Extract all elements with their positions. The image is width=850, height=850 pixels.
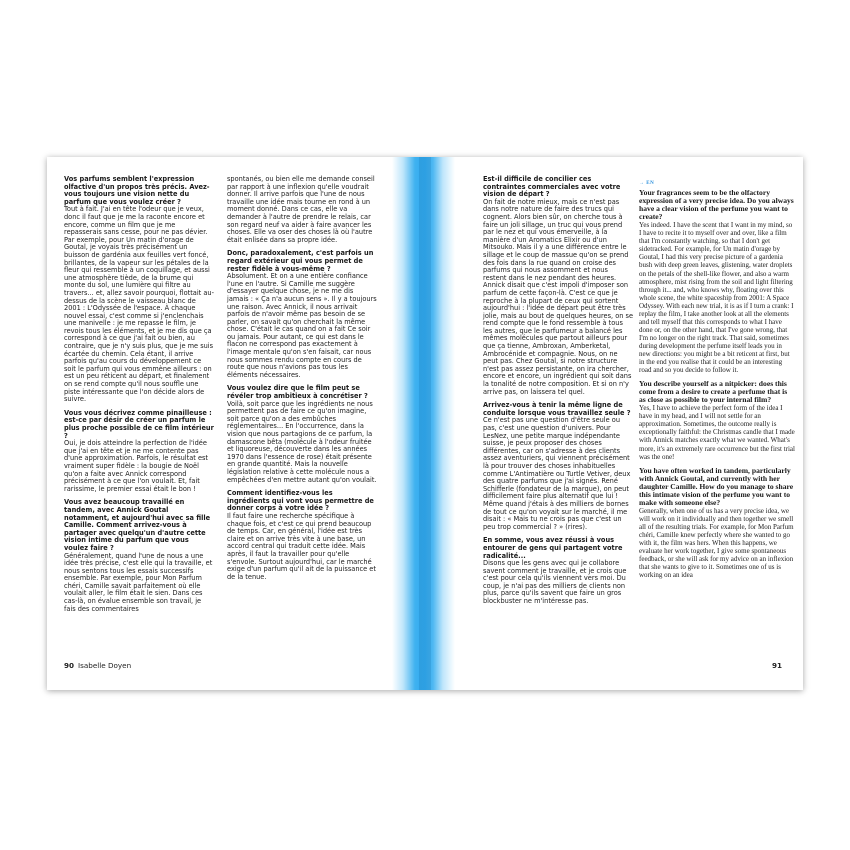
left-page: [47, 157, 425, 690]
right-column-2-english: [639, 180, 795, 585]
question: Arrivez-vous à tenir la même ligne de conduite lorsque vous travaillez seule ?: [483, 401, 631, 417]
answer: Tout à fait. J'ai en tête l'odeur que je veux, donc il faut que je me la raconte encore et encore, comme un film que je me repasserais sans cesse, pour ne pas dévier. Par exemple, pour Un matin d'orage de Goutal, je voyais très précisément un buisson de gardénia aux feuilles vert foncé, brillantes, de la vapeur sur les pétales de la fleur qui ressemble à un coquillage, et aussi une atmosphère tiède, de la brume qui monte du sol, une lumière qui filtre au travers... et, allez savoir pourquoi, flottait au-dessus de la scène le vaisseau blanc de 2001 : L'Odyssée de l'espace. À chaque nouvel essai, c'est comme si j'enclenchais une manivelle : je me repasse le film, je revois tous les éléments, et je me dis que ça correspond à ce que j'ai fait ou bien, au contraire, que je n'y suis plus, que je me suis écartée du chemin. Cela étant, il arrive parfois qu'au cours du développement ce soit le parfum qui vous emmène ailleurs : on est un peu réticent au départ, et finalement on se rend compte qu'il nous souffle une piste intéressante que l'on décide alors de suivre.: [64, 205, 214, 404]
left-column-1: [64, 176, 214, 619]
answer: Absolument. Et on a une entière confiance l'une en l'autre. Si Camille me suggère d'essayer quelque chose, je ne me dis jamais : « Ça n'a aucun sens ». Il y a toujours une raison. Avec Annick, il nous arrivait parfois de n'avoir même pas besoin de se parler, on savait qu'on cherchait la même chose. C'était le cas quand on a fait Ce soir ou jamais. Pour autant, ce qui est dans le flacon ne correspond pas exactement à l'image mentale qu'on s'en faisait, car nous nous sommes rendu compte en cours de route que nous n'avions pas tous les éléments nécessaires.: [227, 272, 377, 379]
answer: Generally, when one of us has a very precise idea, we will work on it individually and then together we smell all of the resulting trials. For example, for Mon Parfum chéri, Camille knew perfectly where she wanted to go with it, the film was hers. When this happens, we evaluate her work together, I give some spontaneous feedback, or she will ask for my advice on an inflexion that she wants to give to it. Sometimes one of us is working on an idea: [639, 506, 794, 580]
spine-gutter: [419, 157, 431, 690]
answer: Ce n'est pas une question d'être seule ou pas, c'est une question d'univers. Pour LesNez, une petite marque indépendante suisse, je peux proposer des choses différentes, car on s'adresse à des clients assez aventuriers, qui viennent précisément là pour trouver des choses inhabituelles comme L'Antimatière ou Turtle Vetiver, deux des quatre parfums que j'ai signés. René Schifferle (fondateur de la marque), on peut difficilement faire plus alternatif que lui ! Même quand j'étais à des milliers de bornes de tout ce qu'on voyait sur le marché, il me disait : « Mais tu ne crois pas que c'est un peu trop commercial ? » (rires).: [483, 416, 631, 531]
answer: Disons que les gens avec qui je collabore savent comment je travaille, et je crois que c'est pour cela qu'ils viennent vers moi. Du coup, je n'ai pas des milliers de clients non plus, parce qu'ils savent que faire un gros blockbuster ne m'intéresse pas.: [483, 559, 627, 606]
answer: Yes indeed. I have the scent that I want in my mind, so I have to recite it to myself over and over, like a film that I'm constantly watching, so that I don't get sidetracked. For example, for Un matin d'orage by Goutal, I had this very precise picture of a gardenia bush with deep green leaves, glistening, water droplets on the petals of the shell-like flower, and also a warm atmosphere, mist rising from the soil and light filtering through it... and, who knows why, floating over this whole scene, the white spaceship from 2001: A Space Odyssey. With each new trial, it is as if I turn a crank: I replay the film, I take another look at all the elements and tell myself that this corresponds to what I have done or, on the other hand, that I've gone wrong, that I'm no longer on the right track. That said, sometimes during development the perfume itself leads you in new directions: you might be a bit reticent at first, but in the end you realise that it could be an interesting road and so you decide to follow it.: [639, 221, 794, 375]
qa-block: [227, 385, 377, 484]
page-folio-right: [772, 661, 786, 670]
question: Vous avez beaucoup travaillé en tandem, avec Annick Goutal notamment, et aujourd'hui avec sa fille Camille. Comment arrivez-vous à partager avec quelqu'un d'autre cette vision intime du parfum que vous voulez faire ?: [64, 498, 211, 552]
right-page: [425, 157, 803, 690]
question: Comment identifiez-vous les ingrédients qui vont vous permettre de donner corps à votre idée ?: [227, 489, 374, 513]
page-folio-left: [64, 661, 131, 670]
qa-block: [227, 490, 377, 581]
answer: Généralement, quand l'une de nous a une idée très précise, c'est elle qui la travaille, et nous sentons tous les essais successifs ensemble. Par exemple, pour Mon Parfum chéri, Camille savait parfaitement où elle voulait aller, le film était le sien. Dans ces cas-là, on évalue ensemble son travail, je fais des commentaires: [64, 551, 213, 613]
answer: Yes, I have to achieve the perfect form of the idea I have in my head, and I will not settle for an approximation. Sometimes, the outcome really is exceptionally faithful: the Christmas candle that I made with Annick matches exactly what we wanted. What's more, it's an extremely rare occurrence but the first trial was the one!: [639, 404, 795, 461]
qa-block: [483, 176, 633, 396]
left-column-2: [227, 176, 377, 587]
answer: Oui, je dois atteindre la perfection de l'idée que j'ai en tête et je ne me contente pas d'une approximation. Parfois, le résultat est vraiment super fidèle : la bougie de Noël qu'on a faite avec Annick correspond précisément à ce que l'on voulait. Et, fait rarissime, le premier essai était le bon !: [64, 439, 209, 493]
answer: spontanés, ou bien elle me demande conseil par rapport à une inflexion qu'elle voudrait donner. Il arrive parfois que l'une de nous travaille une idée mais tourne en rond à un moment donné. Dans ce cas, elle va demander à l'autre de prendre le relais, car son regard neuf va aider à faire avancer les choses. Elle va oser des choses là où l'autre était enlisée dans sa propre idée.: [227, 175, 375, 244]
question: Vous vous décrivez comme pinailleuse : est-ce par désir de créer un parfum le plus proche possible de ce film intérieur ?: [64, 408, 214, 440]
question: Vos parfums semblent l'expression olfactive d'un propos très précis. Avez-vous toujours une vision nette du parfum que vous voulez créer ?: [64, 175, 210, 206]
question: En somme, vous avez réussi à vous entourer de gens qui partagent votre radicalité...: [483, 536, 623, 560]
question: Donc, paradoxalement, c'est parfois un regard extérieur qui vous permet de rester fidèle à vous-même ?: [227, 249, 374, 273]
qa-block: [483, 537, 633, 605]
answer: Voilà, soit parce que les ingrédients ne nous permettent pas de faire ce qu'on imagine, soit parce qu'on a des embûches réglementaires... En l'occurrence, dans la vision que nous partagions de ce parfum, la damascone bêta (molécule à l'odeur fruitée et liquoreuse, découverte dans les années 1970 dans l'essence de rose) était présente en grande quantité. Mais la nouvelle législation relative à cette molécule nous a empêchées d'en mettre autant qu'on voulait.: [227, 399, 377, 484]
question: You describe yourself as a nitpicker: does this come from a desire to create a perfume that is as close as possible to your internal film?: [639, 379, 788, 405]
page-number: 91: [771, 661, 782, 670]
right-column-1: [483, 176, 633, 612]
qa-block: [227, 250, 377, 379]
magazine-spread: [47, 157, 803, 690]
qa-block: [64, 499, 214, 613]
qa-block: [639, 467, 795, 580]
qa-block: [483, 402, 633, 531]
question: Your fragrances seem to be the olfactory expression of a very precise idea. Do you always have a clear vision of the perfume you want to create?: [639, 188, 794, 222]
qa-block: [64, 176, 214, 404]
language-marker: → EN: [639, 181, 655, 186]
page-number: 90: [64, 661, 75, 670]
question: Est-il difficile de concilier ces contraintes commerciales avec votre vision de départ ?: [483, 175, 621, 199]
question: You have often worked in tandem, particularly with Annick Goutal, and currently with her daughter Camille. How do you manage to share this intimate vision of the perfume you want to make with someone else?: [639, 465, 794, 507]
qa-block: [639, 380, 795, 460]
qa-block: [227, 176, 377, 244]
qa-block: [64, 410, 214, 494]
qa-block: [639, 189, 795, 374]
running-head: Isabelle Doyen: [78, 661, 132, 670]
answer: Il faut faire une recherche spécifique à chaque fois, et c'est ce qui prend beaucoup de temps. Car, en général, l'idée est très claire et on arrive très vite à une base, un accord central qui traduit cette idée. Mais après, il faut la travailler pour qu'elle s'envole. Surtout aujourd'hui, car le marché exige d'un parfum qu'il ait de la puissance et de la tenue.: [227, 511, 376, 581]
question: Vous voulez dire que le film peut se révéler trop ambitieux à concrétiser ?: [227, 384, 368, 401]
answer: On fait de notre mieux, mais ce n'est pas dans notre nature de faire des trucs qui cognent. Alors bien sûr, on cherche tous à faire un joli sillage, un truc qui vous prend par le nez et qui vous émerveille, à la manière d'un Aromatics Elixir ou d'un Mitsouko. Mais il y a une différence entre le sillage et le coup de massue qu'on se prend des fois dans la rue quand on croise des parfums qui nous assomment et nous restent dans le nez pendant des heures. Annick disait que c'est impoli d'imposer son parfum de cette façon-là. C'est ce que je reproche à la plupart de ceux qui sortent aujourd'hui : l'idée de départ peut être très jolie, mais au bout de quelques heures, on se rend compte que le fond ressemble à tous les autres, que le parfumeur a balancé les mêmes molécules que partout ailleurs pour que ça tienne, Ambroxan, Amberketal, Ambrocénide et compagnie. Nous, on ne peut pas. Chez Goutal, si notre structure n'est pas assez persistante, on ira chercher, encore et encore, un ingrédient qui soit dans la tonalité de notre composition. Et si on n'y arrive pas, on laissera tel quel.: [483, 197, 634, 396]
